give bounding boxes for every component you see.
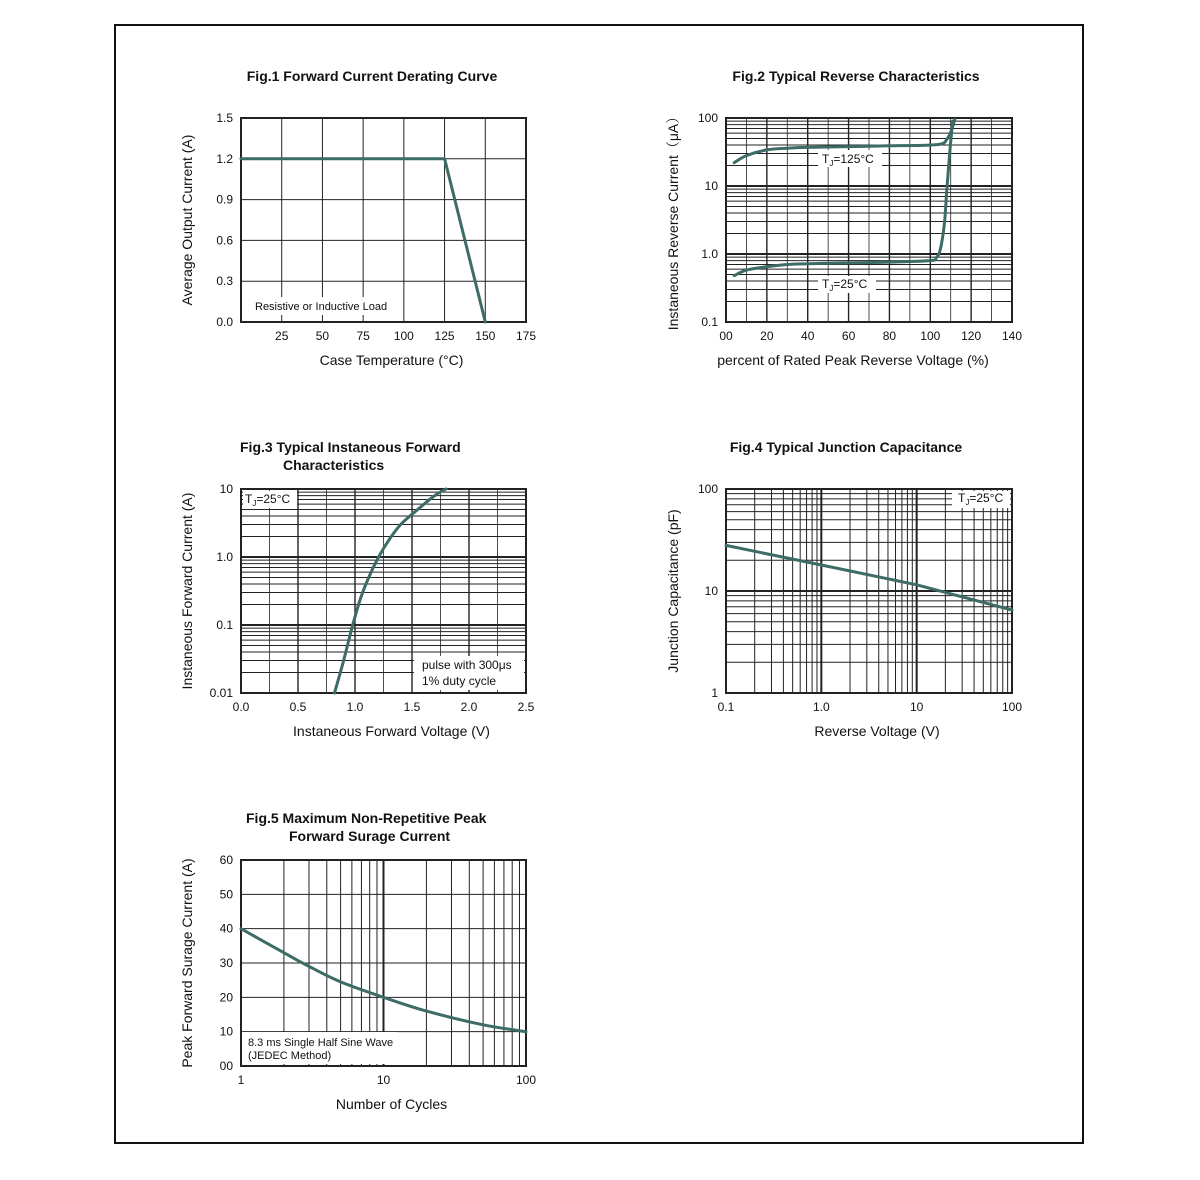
fig3-x-tick-label: 1.5: [403, 700, 421, 714]
fig2-x-tick-label: 60: [841, 329, 856, 343]
fig4-x-axis-label: Reverse Voltage (V): [814, 723, 940, 739]
fig1-annotation: Resistive or Inductive Load: [255, 301, 388, 313]
fig3-y-axis-label: Instaneous Forward Current (A): [179, 492, 195, 690]
fig2-chart: [665, 68, 1022, 368]
fig5-x-tick-label: 1: [237, 1073, 245, 1087]
fig4-x-tick-label: 0.1: [717, 700, 735, 714]
fig1-x-tick-label: 150: [475, 329, 496, 343]
fig5-legend-line2: (JEDEC Method): [248, 1050, 332, 1062]
fig3-x-tick-label: 0.5: [289, 700, 307, 714]
fig5-y-tick-label: 30: [219, 956, 233, 970]
fig2-series-label-25: $T_J=25^\circ C$: [822, 277, 868, 293]
fig1-y-tick-label: 0.6: [216, 233, 233, 248]
fig3-legend-line1: pulse with 300μs: [422, 658, 512, 672]
fig2-x-tick-label: 120: [961, 329, 982, 343]
fig1-x-tick-label: 75: [356, 329, 370, 343]
fig1-y-tick-label: 0.3: [216, 274, 233, 289]
fig2-title: Fig.2 Typical Reverse Characteristics: [732, 68, 980, 84]
fig2-x-tick-label: 00: [719, 329, 733, 343]
fig4-title: Fig.4 Typical Junction Capacitance: [729, 439, 963, 455]
fig5-y-tick-label: 40: [219, 921, 233, 936]
fig3-series-label: $T_J=25^\circ C$: [245, 492, 291, 508]
fig5-legend-line1: 8.3 ms Single Half Sine Wave: [248, 1037, 394, 1049]
fig4-y-tick-label: 1: [711, 686, 718, 700]
fig3-chart: [179, 439, 535, 739]
fig1-x-tick-label: 100: [393, 329, 414, 343]
fig1-title: Fig.1 Forward Current Derating Curve: [246, 68, 498, 84]
fig5-x-tick-label: 100: [515, 1073, 537, 1087]
fig4-y-tick-label: 100: [697, 482, 718, 496]
fig1-x-tick-label: 125: [434, 329, 455, 343]
fig3-legend-line2: 1% duty cycle: [422, 674, 497, 688]
fig3-x-tick-label: 2.5: [517, 700, 535, 714]
fig5-title-line2: Forward Surage Current: [289, 828, 451, 844]
fig1-y-tick-label: 1.5: [216, 111, 233, 125]
fig5-y-tick-label: 60: [219, 853, 233, 867]
fig3-title: Fig.3 Typical Instaneous Forward: [240, 439, 461, 455]
fig3-x-tick-label: 0.0: [232, 700, 250, 714]
fig2-x-tick-label: 80: [882, 329, 897, 343]
fig1-chart: [179, 68, 536, 368]
fig3-title-line2: Characteristics: [283, 457, 385, 473]
fig1-y-axis-label: Average Output Current (A): [179, 134, 195, 306]
fig2-x-tick-label: 40: [801, 329, 815, 343]
fig4-y-tick-label: 10: [704, 584, 718, 598]
fig3-y-tick-label: 10: [219, 482, 233, 496]
fig5-y-tick-label: 50: [219, 887, 233, 902]
fig4-x-tick-label: 1.0: [812, 700, 830, 714]
fig3-y-tick-label: 0.01: [209, 686, 233, 700]
fig3-x-tick-label: 2.0: [460, 700, 478, 714]
fig2-x-tick-label: 100: [920, 329, 941, 343]
fig4-x-tick-label: 10: [909, 700, 924, 714]
fig5-y-tick-label: 00: [219, 1059, 233, 1073]
fig4-x-tick-label: 100: [1001, 700, 1023, 714]
fig5-x-tick-label: 10: [376, 1073, 391, 1087]
fig1-y-tick-label: 1.2: [216, 151, 233, 166]
fig3-x-tick-label: 1.0: [346, 700, 364, 714]
fig4-y-axis-label: Junction Capacitance (pF): [665, 509, 681, 673]
fig5-y-tick-label: 10: [219, 1024, 233, 1039]
fig1-x-axis-label: Case Temperature (°C): [319, 352, 464, 368]
fig5-y-tick-label: 20: [219, 990, 233, 1005]
fig1-x-tick-label: 50: [315, 329, 330, 343]
fig1-x-tick-label: 25: [275, 329, 289, 343]
fig3-y-tick-label: 1.0: [216, 550, 233, 564]
fig3-y-tick-label: 0.1: [216, 618, 233, 632]
fig2-y-tick-label: 0.1: [701, 315, 718, 329]
fig1-y-tick-label: 0.0: [216, 315, 233, 329]
fig2-x-tick-label: 20: [760, 329, 774, 343]
fig5-chart: [179, 810, 536, 1112]
fig2-x-axis-label: percent of Rated Peak Reverse Voltage (%): [717, 352, 989, 368]
fig5-y-axis-label: Peak Forward Surage Current (A): [179, 858, 195, 1068]
fig3-x-axis-label: Instaneous Forward Voltage (V): [293, 723, 490, 739]
fig2-y-axis-label: Instaneous Reverse Current（μA）: [665, 109, 681, 331]
fig2-y-tick-label: 100: [697, 111, 718, 125]
fig5-x-axis-label: Number of Cycles: [335, 1096, 448, 1112]
fig2-x-tick-label: 140: [1001, 329, 1023, 343]
fig2-y-tick-label: 1.0: [701, 247, 718, 261]
fig5-title: Fig.5 Maximum Non-Repetitive Peak: [246, 810, 487, 826]
fig1-x-tick-label: 175: [515, 329, 537, 343]
fig2-series-label-125: $T_J=125^\circ C$: [822, 152, 874, 168]
fig4-chart: [665, 439, 1022, 739]
fig1-plot-area: [241, 118, 526, 322]
fig4-grid: [726, 489, 1012, 693]
fig2-y-tick-label: 10: [704, 179, 718, 193]
fig4-series-label: $T_J=25^\circ C$: [958, 491, 1004, 507]
fig1-y-tick-label: 0.9: [216, 192, 233, 207]
